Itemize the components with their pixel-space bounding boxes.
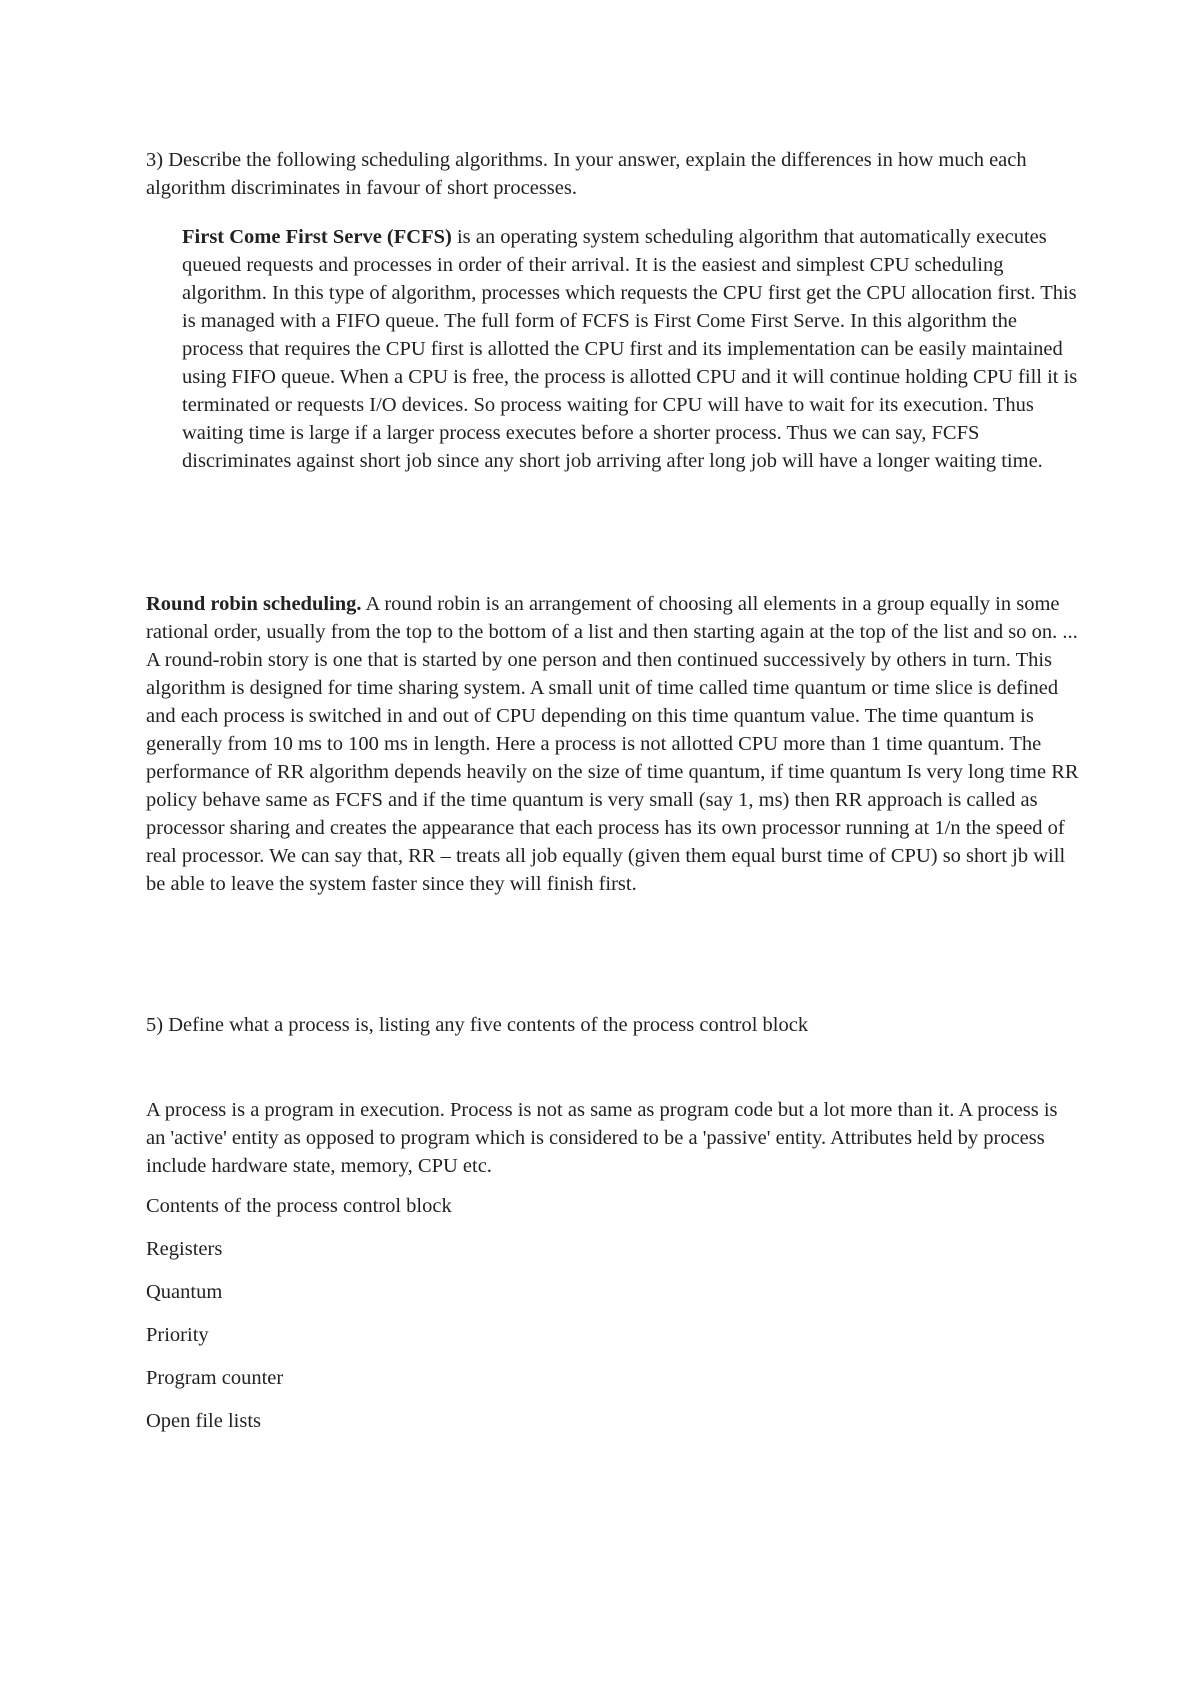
pcb-item-registers: Registers (146, 1238, 223, 1260)
pcb-contents-list (146, 1235, 283, 1450)
fcfs-term: First Come First Serve (FCFS) (182, 226, 452, 248)
round-robin-term: Round robin scheduling. (146, 593, 362, 615)
process-definition: A process is a program in execution. Process is not as same as program code but a lot more than it. A process is an 'active' entity as opposed to program which is considered to be a 'passive' entity. Attributes held by process include hardware state, memory, CPU etc. (146, 1099, 1058, 1177)
round-robin-paragraph (146, 590, 1081, 898)
pcb-item-open-file-lists: Open file lists (146, 1410, 262, 1432)
pcb-item-program-counter: Program counter (146, 1367, 284, 1389)
fcfs-paragraph (182, 223, 1082, 475)
pcb-item-quantum: Quantum (146, 1281, 223, 1303)
pcb-item-priority: Priority (146, 1324, 209, 1346)
round-robin-description: A round robin is an arrangement of choosing all elements in a group equally in some rational order, usually from the top to the bottom of a list and then starting again at the top of the list and so on. ... A round-robin story is one that is started by one person and then continued successively by others in turn. This algorithm is designed for time sharing system. A small unit of time called time quantum or time slice is defined and each process is switched in and out of CPU depending on this time quantum value. The time quantum is generally from 10 ms to 100 ms in length. Here a process is not allotted CPU more than 1 time quantum. The performance of RR algorithm depends heavily on the size of time quantum, if time quantum Is very long time RR policy behave same as FCFS and if the time quantum is very small (say 1, ms) then RR approach is called as processor sharing and creates the appearance that each process has its own processor running at 1/n the speed of real processor. We can say that, RR – treats all job equally (given them equal burst time of CPU) so short jb will be able to leave the system faster since they will finish first. (146, 593, 1079, 895)
pcb-heading: Contents of the process control block (146, 1195, 452, 1217)
fcfs-description: is an operating system scheduling algorithm that automatically executes queued requests and processes in order of their arrival. It is the easiest and simplest CPU scheduling algorithm. In this type of algorithm, processes which requests the CPU first get the CPU allocation first. This is managed with a FIFO queue. The full form of FCFS is First Come First Serve. In this algorithm the process that requires the CPU first is allotted the CPU first and its implementation can be easily maintained using FIFO queue. When a CPU is free, the process is allotted CPU and it will continue holding CPU fill it is terminated or requests I/O devices. So process waiting for CPU will have to wait for its execution. Thus waiting time is large if a larger process executes before a shorter process. Thus we can say, FCFS discriminates against short job since any short job arriving after long job will have a longer waiting time. (182, 226, 1078, 472)
question-3-text: 3) Describe the following scheduling algorithms. In your answer, explain the differences in how much each algorithm discriminates in favour of short processes. (146, 149, 1027, 199)
question-5-text: 5) Define what a process is, listing any five contents of the process control block (146, 1014, 809, 1036)
